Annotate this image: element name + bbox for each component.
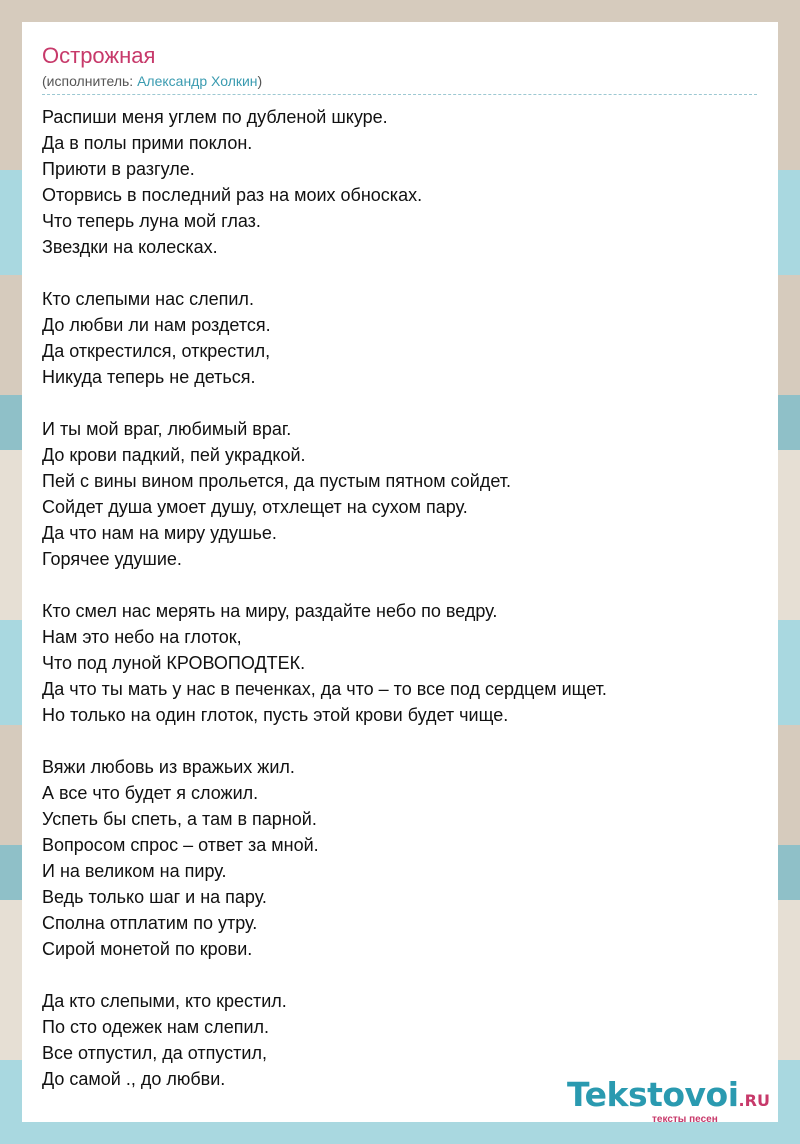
lyric-line: Нам это небо на глоток, [42, 627, 242, 647]
lyric-line: Никуда теперь не деться. [42, 367, 256, 387]
stanza [42, 416, 762, 572]
lyric-line: Все отпустил, да отпустил, [42, 1043, 267, 1063]
lyric-line: А все что будет я сложил. [42, 783, 259, 803]
lyric-line: Да кто слепыми, кто крестил. [42, 991, 287, 1011]
lyric-line: Приюти в разгуле. [42, 159, 195, 179]
artist-line [42, 72, 262, 90]
lyric-line: Сойдет душа умоет душу, отхлещет на сухом пару. [42, 497, 468, 517]
lyric-line: Сполна отплатим по утру. [42, 913, 258, 933]
lyric-line: Вяжи любовь из вражьих жил. [42, 757, 295, 777]
lyric-line: Ведь только шаг и на пару. [42, 887, 267, 907]
lyric-line: До крови падкий, пей украдкой. [42, 445, 306, 465]
lyric-line: Горячее удушие. [42, 549, 182, 569]
lyric-line: Звездки на колесках. [42, 237, 218, 257]
site-logo[interactable] [567, 1077, 770, 1119]
stanza [42, 104, 762, 260]
lyric-line: До самой ., до любви. [42, 1069, 226, 1089]
logo-tagline: тексты песен [652, 1114, 718, 1125]
lyric-line: Да в полы прими поклон. [42, 133, 253, 153]
lyric-line: Кто смел нас мерять на миру, раздайте небо по ведру. [42, 601, 498, 621]
logo-name: Tekstovoi [567, 1075, 739, 1114]
lyric-line: Что теперь луна мой глаз. [42, 211, 261, 231]
title-divider [42, 94, 757, 95]
lyrics-body [42, 104, 762, 1118]
lyric-line: Кто слепыми нас слепил. [42, 289, 254, 309]
stanza [42, 286, 762, 390]
lyric-line: Да что ты мать у нас в печенках, да что – то все под сердцем ищет. [42, 679, 607, 699]
lyric-line: Да открестился, открестил, [42, 341, 271, 361]
lyric-line: По сто одежек нам слепил. [42, 1017, 270, 1037]
stanza [42, 598, 762, 728]
lyric-line: До любви ли нам роздется. [42, 315, 271, 335]
stanza [42, 754, 762, 962]
lyric-line: Успеть бы спеть, а там в парной. [42, 809, 317, 829]
lyric-line: Пей с вины вином прольется, да пустым пятном сойдет. [42, 471, 512, 491]
song-title: Острожная [42, 43, 156, 68]
logo-tld: .RU [738, 1091, 770, 1110]
lyric-line: И ты мой враг, любимый враг. [42, 419, 292, 439]
lyric-line: Сирой монетой по крови. [42, 939, 253, 959]
lyric-line: Распиши меня углем по дубленой шкуре. [42, 107, 388, 127]
lyric-line: Вопросом спрос – ответ за мной. [42, 835, 319, 855]
artist-link[interactable]: Александр Холкин [137, 73, 258, 89]
artist-prefix: (исполнитель: [42, 73, 138, 89]
lyric-line: Оторвись в последний раз на моих обносках. [42, 185, 423, 205]
lyric-line: И на великом на пиру. [42, 861, 227, 881]
artist-suffix: ) [257, 73, 263, 89]
lyric-line: Да что нам на миру удушье. [42, 523, 277, 543]
lyric-line: Но только на один глоток, пусть этой крови будет чище. [42, 705, 509, 725]
lyrics-card [22, 22, 778, 1125]
lyric-line: Что под луной КРОВОПОДТЕК. [42, 653, 306, 673]
